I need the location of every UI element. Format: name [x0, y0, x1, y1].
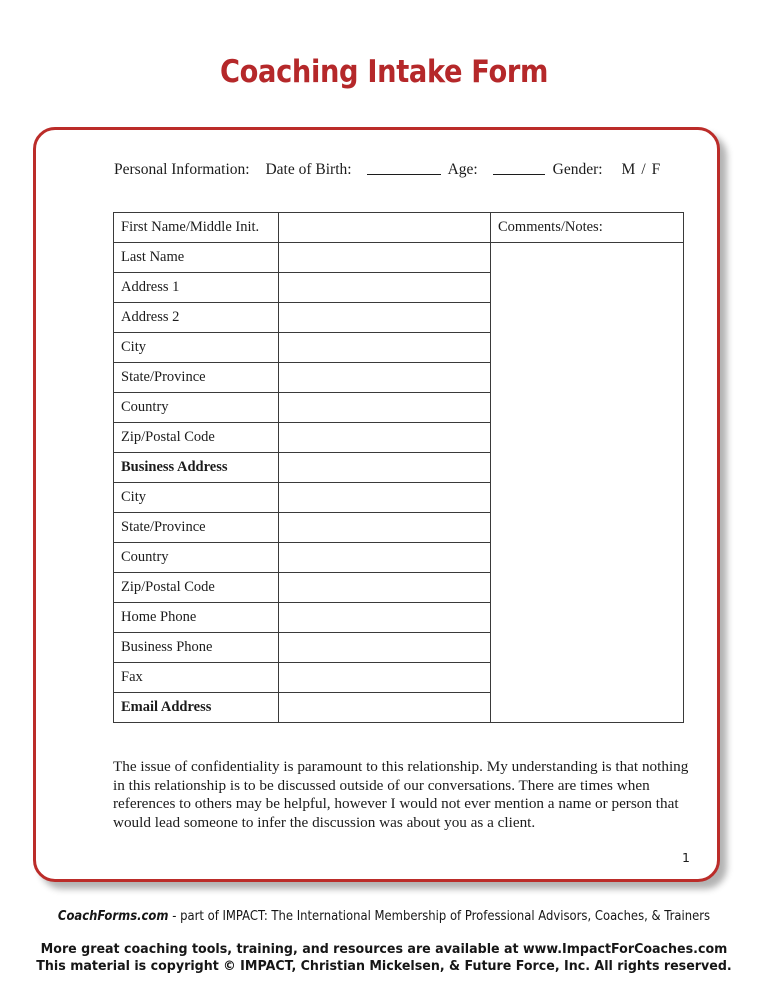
- row-label: Zip/Postal Code: [114, 573, 279, 603]
- row-label: Fax: [114, 663, 279, 693]
- table-row: [114, 243, 684, 273]
- row-label: State/Province: [114, 513, 279, 543]
- row-value-input[interactable]: [279, 483, 491, 513]
- row-label: State/Province: [114, 363, 279, 393]
- row-value-input[interactable]: [279, 303, 491, 333]
- row-value-input[interactable]: [279, 423, 491, 453]
- gender-label: Gender:: [552, 161, 603, 178]
- page-number: 1: [682, 850, 690, 865]
- date-of-birth-input[interactable]: [367, 174, 441, 175]
- row-label: Email Address: [114, 693, 279, 723]
- footer-legal-line-2: This material is copyright © IMPACT, Christian Mickelsen, & Future Force, Inc. All rights reserved.: [36, 958, 732, 974]
- row-label: Business Address: [114, 453, 279, 483]
- row-value-input[interactable]: [279, 573, 491, 603]
- age-input[interactable]: [493, 174, 545, 175]
- footer-brand-line: [54, 908, 714, 924]
- row-label: Address 1: [114, 273, 279, 303]
- row-value-input[interactable]: [279, 633, 491, 663]
- intake-table: [113, 212, 684, 723]
- row-label: Address 2: [114, 303, 279, 333]
- row-value-input[interactable]: [279, 693, 491, 723]
- table-row: [114, 213, 684, 243]
- form-panel: [33, 127, 720, 882]
- row-value-input[interactable]: [279, 213, 491, 243]
- page-title: Coaching Intake Form: [219, 54, 549, 90]
- row-label: Country: [114, 543, 279, 573]
- comments-notes-input[interactable]: [491, 243, 684, 723]
- footer: [0, 908, 768, 975]
- personal-information-line: [114, 161, 663, 179]
- row-value-input[interactable]: [279, 453, 491, 483]
- row-value-input[interactable]: [279, 243, 491, 273]
- row-label: Business Phone: [114, 633, 279, 663]
- row-value-input[interactable]: [279, 393, 491, 423]
- row-label: Home Phone: [114, 603, 279, 633]
- row-value-input[interactable]: [279, 663, 491, 693]
- gender-option-female[interactable]: F: [651, 161, 661, 178]
- row-value-input[interactable]: [279, 333, 491, 363]
- row-value-input[interactable]: [279, 603, 491, 633]
- row-label: City: [114, 483, 279, 513]
- gender-separator: /: [641, 161, 646, 178]
- gender-options: [619, 161, 664, 178]
- footer-brand-name[interactable]: CoachForms.com: [57, 908, 169, 924]
- personal-information-label: Personal Information:: [114, 161, 250, 178]
- footer-legal: [27, 941, 741, 975]
- row-value-input[interactable]: [279, 543, 491, 573]
- row-label: Zip/Postal Code: [114, 423, 279, 453]
- row-label: Country: [114, 393, 279, 423]
- row-label: First Name/Middle Init.: [114, 213, 279, 243]
- footer-legal-line-1: More great coaching tools, training, and resources are available at www.ImpactForCoaches.com: [40, 941, 728, 957]
- row-value-input[interactable]: [279, 273, 491, 303]
- comments-notes-header: Comments/Notes:: [491, 213, 684, 243]
- confidentiality-paragraph: The issue of confidentiality is paramount to this relationship. My understanding is that nothing in this relationship is to be discussed outside of our conversations. There are times when references to others may be helpful, however I would not ever mention a name or person that would lead someone to infer the discussion was about you as a client.: [113, 758, 689, 831]
- age-label: Age:: [447, 161, 478, 178]
- date-of-birth-label: Date of Birth:: [265, 161, 352, 178]
- row-label: Last Name: [114, 243, 279, 273]
- row-value-input[interactable]: [279, 363, 491, 393]
- row-value-input[interactable]: [279, 513, 491, 543]
- gender-option-male[interactable]: M: [621, 161, 636, 178]
- footer-brand-tail: - part of IMPACT: The International Membership of Professional Advisors, Coaches, & Trainers: [168, 908, 711, 924]
- row-label: City: [114, 333, 279, 363]
